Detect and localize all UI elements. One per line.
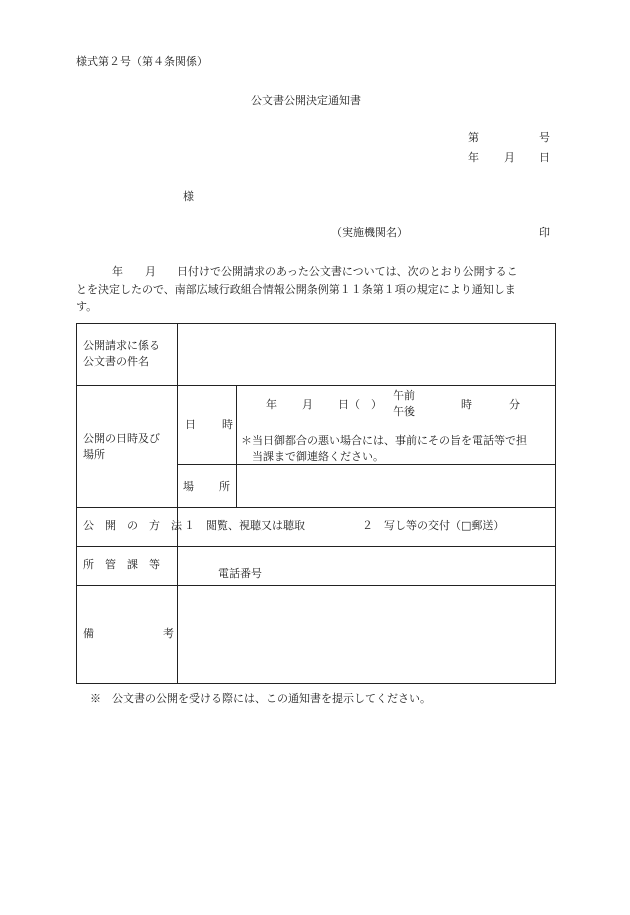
am-label: 午前: [393, 389, 415, 402]
date-year-label: 年: [468, 151, 479, 164]
remarks-value-field[interactable]: [181, 590, 551, 678]
footer-note: ※ 公文書の公開を受ける際には、この通知書を提示してください。: [90, 692, 431, 705]
body-line1: 日付けで公開請求のあった公文書については、次のとおり公開するこ: [177, 265, 518, 278]
datetime-note: ＊当日御都合の悪い場合には、事前にその旨を電話等で担 当課まで御連絡ください。: [241, 434, 527, 463]
method-label: 公 開 の 方 法: [83, 519, 182, 532]
datetime-label-2: 時: [222, 418, 233, 431]
datetime-place-label: 公開の日時及び 場所: [83, 432, 160, 461]
form-number: 様式第２号（第４条関係）: [76, 55, 208, 68]
method-option-copy[interactable]: ２ 写し等の交付（□郵送）: [362, 519, 505, 532]
row-divider: [77, 385, 555, 386]
document-title: 公文書公開決定通知書: [251, 94, 361, 107]
dt-day: 日（ ）: [338, 398, 382, 411]
date-month-label: 月: [504, 151, 515, 164]
column-divider: [236, 385, 237, 507]
doc-number-prefix: 第: [468, 131, 479, 144]
body-month: 月: [145, 265, 156, 278]
phone-number-label: 電話番号: [218, 567, 262, 580]
doc-number-suffix: 号: [539, 131, 550, 144]
place-label-1: 場: [183, 480, 194, 493]
addressee-honorific: 様: [183, 190, 194, 203]
row-divider: [77, 585, 555, 586]
pm-label: 午後: [393, 405, 415, 418]
body-year: 年: [112, 265, 123, 278]
column-divider: [177, 324, 178, 683]
dt-month: 月: [302, 398, 313, 411]
minute-label: 分: [509, 398, 520, 411]
place-value-field[interactable]: [241, 469, 551, 503]
hour-label: 時: [461, 398, 472, 411]
datetime-label-1: 日: [185, 418, 196, 431]
dt-year: 年: [266, 398, 277, 411]
date-day-label: 日: [539, 151, 550, 164]
subject-label: 公開請求に係る 公文書の件名: [83, 339, 160, 368]
agency-name-label: （実施機関名）: [331, 226, 408, 239]
body-paragraph: [76, 263, 558, 316]
row-divider: [77, 546, 555, 547]
remarks-label-1: 備: [83, 627, 94, 640]
remarks-label-2: 考: [163, 627, 174, 640]
department-label: 所 管 課 等: [83, 558, 160, 571]
row-divider: [77, 507, 555, 508]
subject-value-field[interactable]: [181, 328, 551, 382]
method-option-inspection[interactable]: １ 閲覧、視聴又は聴取: [184, 519, 305, 532]
body-line2: とを決定したので、南部広域行政組合情報公開条例第１１条第１項の規定により通知しま: [76, 282, 516, 296]
body-line3: す。: [76, 300, 98, 313]
place-label-2: 所: [219, 480, 230, 493]
disclosure-form-table: [76, 323, 556, 684]
seal-mark: 印: [539, 226, 550, 239]
